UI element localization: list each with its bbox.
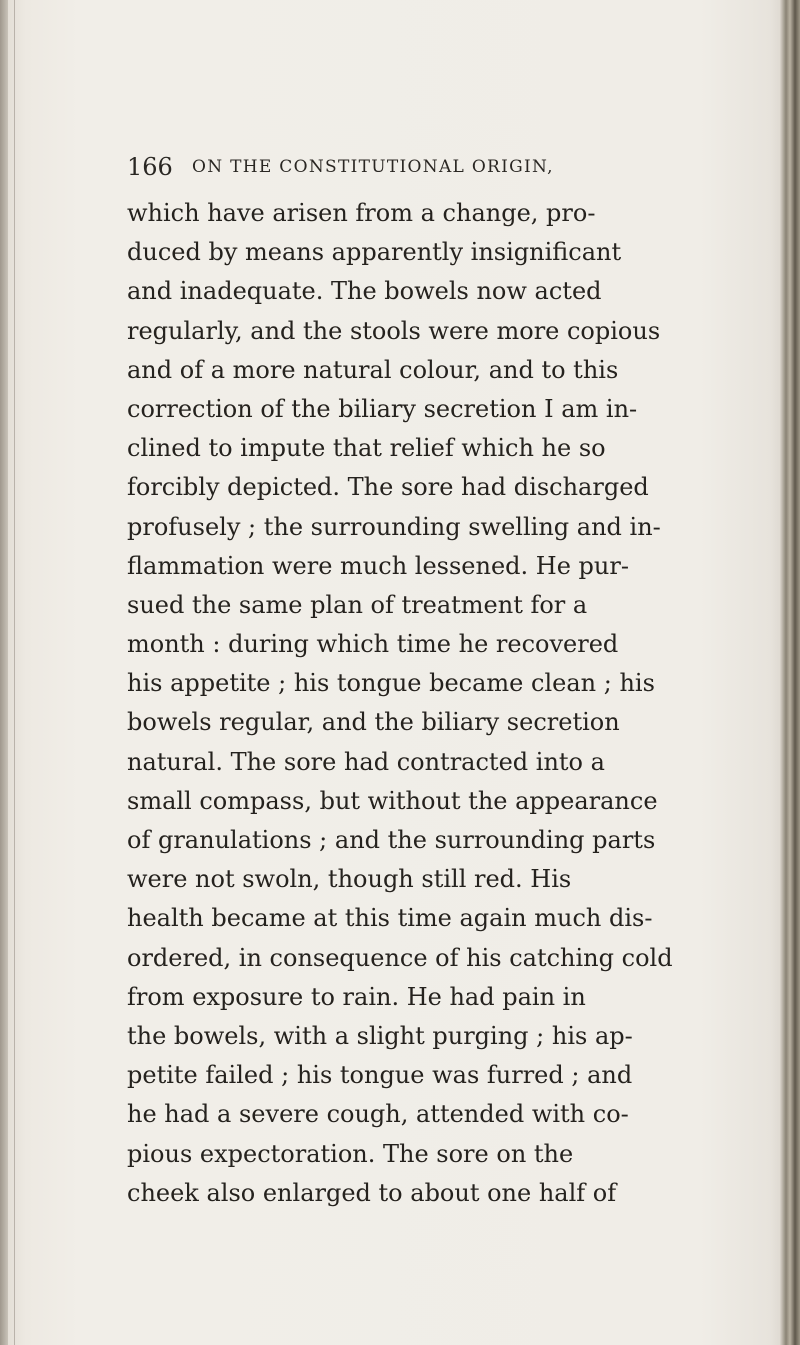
text-line: the bowels, with a slight purging ; his ap- — [127, 1021, 633, 1050]
text-line: health became at this time again much dis- — [127, 904, 653, 933]
page-edge — [780, 0, 800, 1345]
text-line: from exposure to rain. He had pain in — [127, 982, 586, 1011]
text-line: bowels regular, and the biliary secretion — [127, 708, 620, 737]
text-line: sued the same plan of treatment for a — [127, 590, 588, 619]
text-line: pious expectoration. The sore on the — [127, 1139, 574, 1168]
text-line: ordered, in consequence of his catching cold — [127, 943, 673, 972]
text-line: month : during which time he recovered — [127, 630, 619, 659]
text-line: natural. The sore had contracted into a — [127, 747, 605, 776]
running-head: ON THE CONSTITUTIONAL ORIGIN, — [192, 157, 554, 177]
page-number: 166 — [127, 153, 173, 181]
text-line: which have arisen from a change, pro- — [127, 199, 596, 227]
text-line: his appetite ; his tongue became clean ; his — [127, 669, 655, 698]
text-line: regularly, and the stools were more copious — [127, 316, 661, 345]
text-line: correction of the biliary secretion I am in- — [127, 394, 638, 423]
text-line: cheek also enlarged to about one half of — [127, 1178, 617, 1207]
text-line: forcibly depicted. The sore had discharged — [127, 473, 649, 502]
text-line: small compass, but without the appearance — [127, 786, 658, 815]
text-line: he had a severe cough, attended with co- — [127, 1100, 629, 1129]
gutter-line — [14, 0, 15, 1345]
text-line: and of a more natural colour, and to this — [127, 355, 619, 384]
binding-gutter — [0, 0, 8, 1345]
text-line: petite failed ; his tongue was furred ; and — [127, 1061, 633, 1090]
page-header — [127, 150, 727, 184]
text-line: were not swoln, though still red. His — [127, 865, 572, 894]
text-line: clined to impute that relief which he so — [127, 434, 606, 463]
text-line: flammation were much lessened. He pur- — [127, 551, 629, 580]
text-line: profusely ; the surrounding swelling and in- — [127, 512, 661, 541]
body-text — [127, 194, 727, 1213]
text-line: duced by means apparently insignificant — [127, 238, 622, 267]
text-line: of granulations ; and the surrounding parts — [127, 826, 656, 854]
text-line: and inadequate. The bowels now acted — [127, 277, 602, 306]
